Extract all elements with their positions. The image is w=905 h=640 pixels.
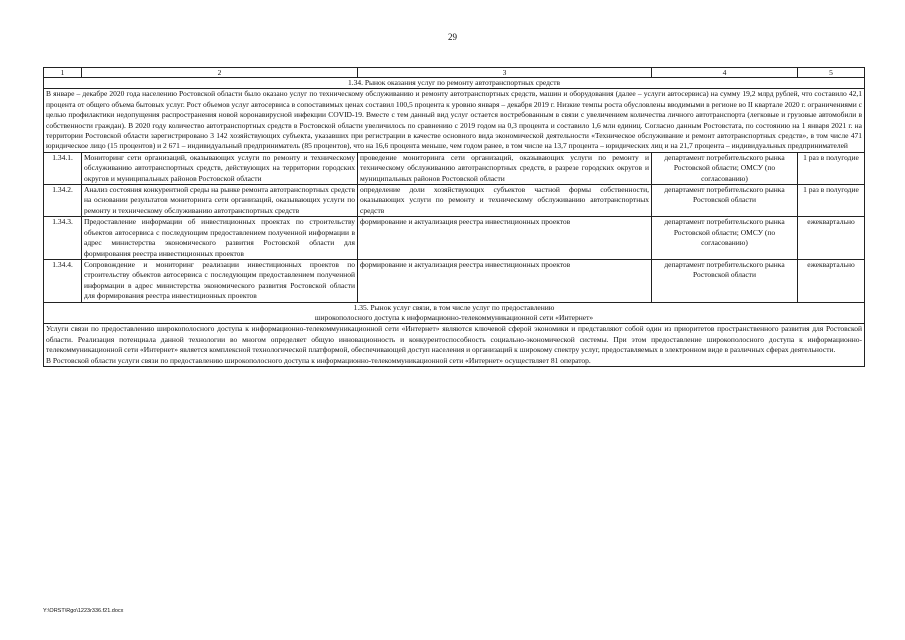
section-135-title-line1: 1.35. Рынок услуг связи, в том числе услуг по предоставлению	[353, 302, 555, 312]
table-row	[44, 217, 865, 260]
column-number: 2	[82, 68, 358, 78]
section-title-row	[44, 302, 865, 324]
row-responsible: департамент потребительского рынка Ростовской области; ОМСУ (по согласованию)	[652, 217, 798, 260]
file-path-footer: Y:\ORST\Rgo\1223r336.f21.docx	[43, 608, 124, 614]
row-period: 1 раз в полугодие	[798, 152, 865, 184]
table-row	[44, 152, 865, 184]
row-number: 1.34.1.	[44, 152, 82, 184]
row-responsible: департамент потребительского рынка Ростовской области	[652, 259, 798, 302]
row-period: 1 раз в полугодие	[798, 185, 865, 217]
row-responsible: департамент потребительского рынка Ростовской области	[652, 185, 798, 217]
section-135-paragraph: Услуги связи по предоставлению широкополосного доступа к информационно-телекоммуникационной сети «Интернет» являются ключевой сферой экономики и представляют собой один из приоритетов пространственного развития для Ростовской области. Реализация потенциала данной технологии во многом определяет общую инновационность и конкурентоспособность социально-экономической системы. При этом предоставление широкополосного доступа к информационно-телекоммуникационной сети «Интернет» является комплексной технологической платформой, обеспечивающей доступ населения и организаций к широкому спектру услуг, предоставляемых в электронном виде в различных сферах деятельности.	[46, 324, 862, 355]
section-135-title	[44, 302, 865, 324]
row-number: 1.34.2.	[44, 185, 82, 217]
row-period: ежеквартально	[798, 259, 865, 302]
row-period: ежеквартально	[798, 217, 865, 260]
measures-table	[43, 67, 865, 367]
section-135-text	[44, 324, 865, 367]
column-number: 5	[798, 68, 865, 78]
column-number-row	[44, 68, 865, 78]
row-result: формирование и актуализация реестра инвестиционных проектов	[358, 259, 652, 302]
section-title-row	[44, 78, 865, 89]
column-number: 3	[358, 68, 652, 78]
page-number: 29	[448, 32, 457, 42]
column-number: 4	[652, 68, 798, 78]
row-responsible: департамент потребительского рынка Ростовской области; ОМСУ (по согласованию)	[652, 152, 798, 184]
row-action: Мониторинг сети организаций, оказывающих услуги по ремонту и техническому обслуживанию автотранспортных средств, действующих на территории городских округов и муниципальных районов Ростовской области	[82, 152, 358, 184]
row-action: Предоставление информации об инвестиционных проектах по строительству объектов автосервиса с последующим предоставлением полученной информации в адрес министерства экономического развития Ростовской области для формирования реестра инвестиционных проектов	[82, 217, 358, 260]
section-135-paragraph: В Ростовской области услуги связи по предоставлению широкополосного доступа к информационно-телекоммуникационной сети «Интернет» осуществляет 81 оператор.	[46, 355, 591, 365]
row-result: формирование и актуализация реестра инвестиционных проектов	[358, 217, 652, 260]
row-result: проведение мониторинга сети организаций, оказывающих услуги по ремонту и техническому обслуживанию автотранспортных средств, в разрезе городских округов и муниципальных районов Ростовской области	[358, 152, 652, 184]
row-action: Сопровождение и мониторинг реализации инвестиционных проектов по строительству объектов автосервиса с последующим предоставлением полученной информации в адрес министерства экономического развития Ростовской области для формирования реестра инвестиционных проектов	[82, 259, 358, 302]
section-134-title: 1.34. Рынок оказания услуг по ремонту автотранспортных средств	[44, 78, 865, 89]
section-134-text: В январе – декабре 2020 года населению Ростовской области было оказано услуг по техническому обслуживанию и ремонту автотранспортных средств, машин и оборудования (далее – услуги автосервиса) на сумму 19,2 млрд рублей, что составило 42,1 процента от общего объема бытовых услуг. Рост объемов услуг автосервиса в сопоставимых ценах составил 100,5 процента к уровню января – декабря 2019 г. Низкие темпы роста обусловлены вводимыми в регионе во II квартале 2020 г. ограничениями с целью профилактики недопущения распространения новой коронавирусной инфекции COVID-19. Вместе с тем данный вид услуг остается востребованным в связи с увеличением количества личного автотранспорта (легковые и грузовые автомобили в собственности граждан). В 2020 году количество автотранспортных средств в Ростовской области увеличилось по сравнению с 2019 годом на 0,3 процента и составило 1,6 млн единиц. Согласно данным Ростовстата, по состоянию на 1 января 2021 г. на территории Ростовской области зарегистрировано 3 142 хозяйствующих субъекта, указавших при регистрации в качестве основного вида экономической деятельности «Техническое обслуживание и ремонт автотранспортных средств», в том числе 471 юридическое лицо (15 процентов) и 2 671 – индивидуальный предприниматель (85 процентов), что на 16,6 процента меньше, чем годом ранее, в том числе на 13,7 процента – юридических лиц и на 21,7 процента – индивидуальных предпринимателей	[44, 89, 865, 152]
row-result: определение доли хозяйствующих субъектов частной формы собственности, оказывающих услуги по ремонту и техническому обслуживанию автотранспортных средств	[358, 185, 652, 217]
section-text-row	[44, 324, 865, 367]
table-row	[44, 259, 865, 302]
row-number: 1.34.4.	[44, 259, 82, 302]
column-number: 1	[44, 68, 82, 78]
section-135-title-line2: широкополосного доступа к информационно-телекоммуникационной сети «Интернет»	[314, 312, 594, 322]
table-row	[44, 185, 865, 217]
section-text-row	[44, 89, 865, 152]
row-action: Анализ состояния конкурентной среды на рынке ремонта автотранспортных средств на основании результатов мониторинга сети организаций, оказывающих услуги по ремонту и техническому обслуживанию автотранспортных средств	[82, 185, 358, 217]
row-number: 1.34.3.	[44, 217, 82, 260]
